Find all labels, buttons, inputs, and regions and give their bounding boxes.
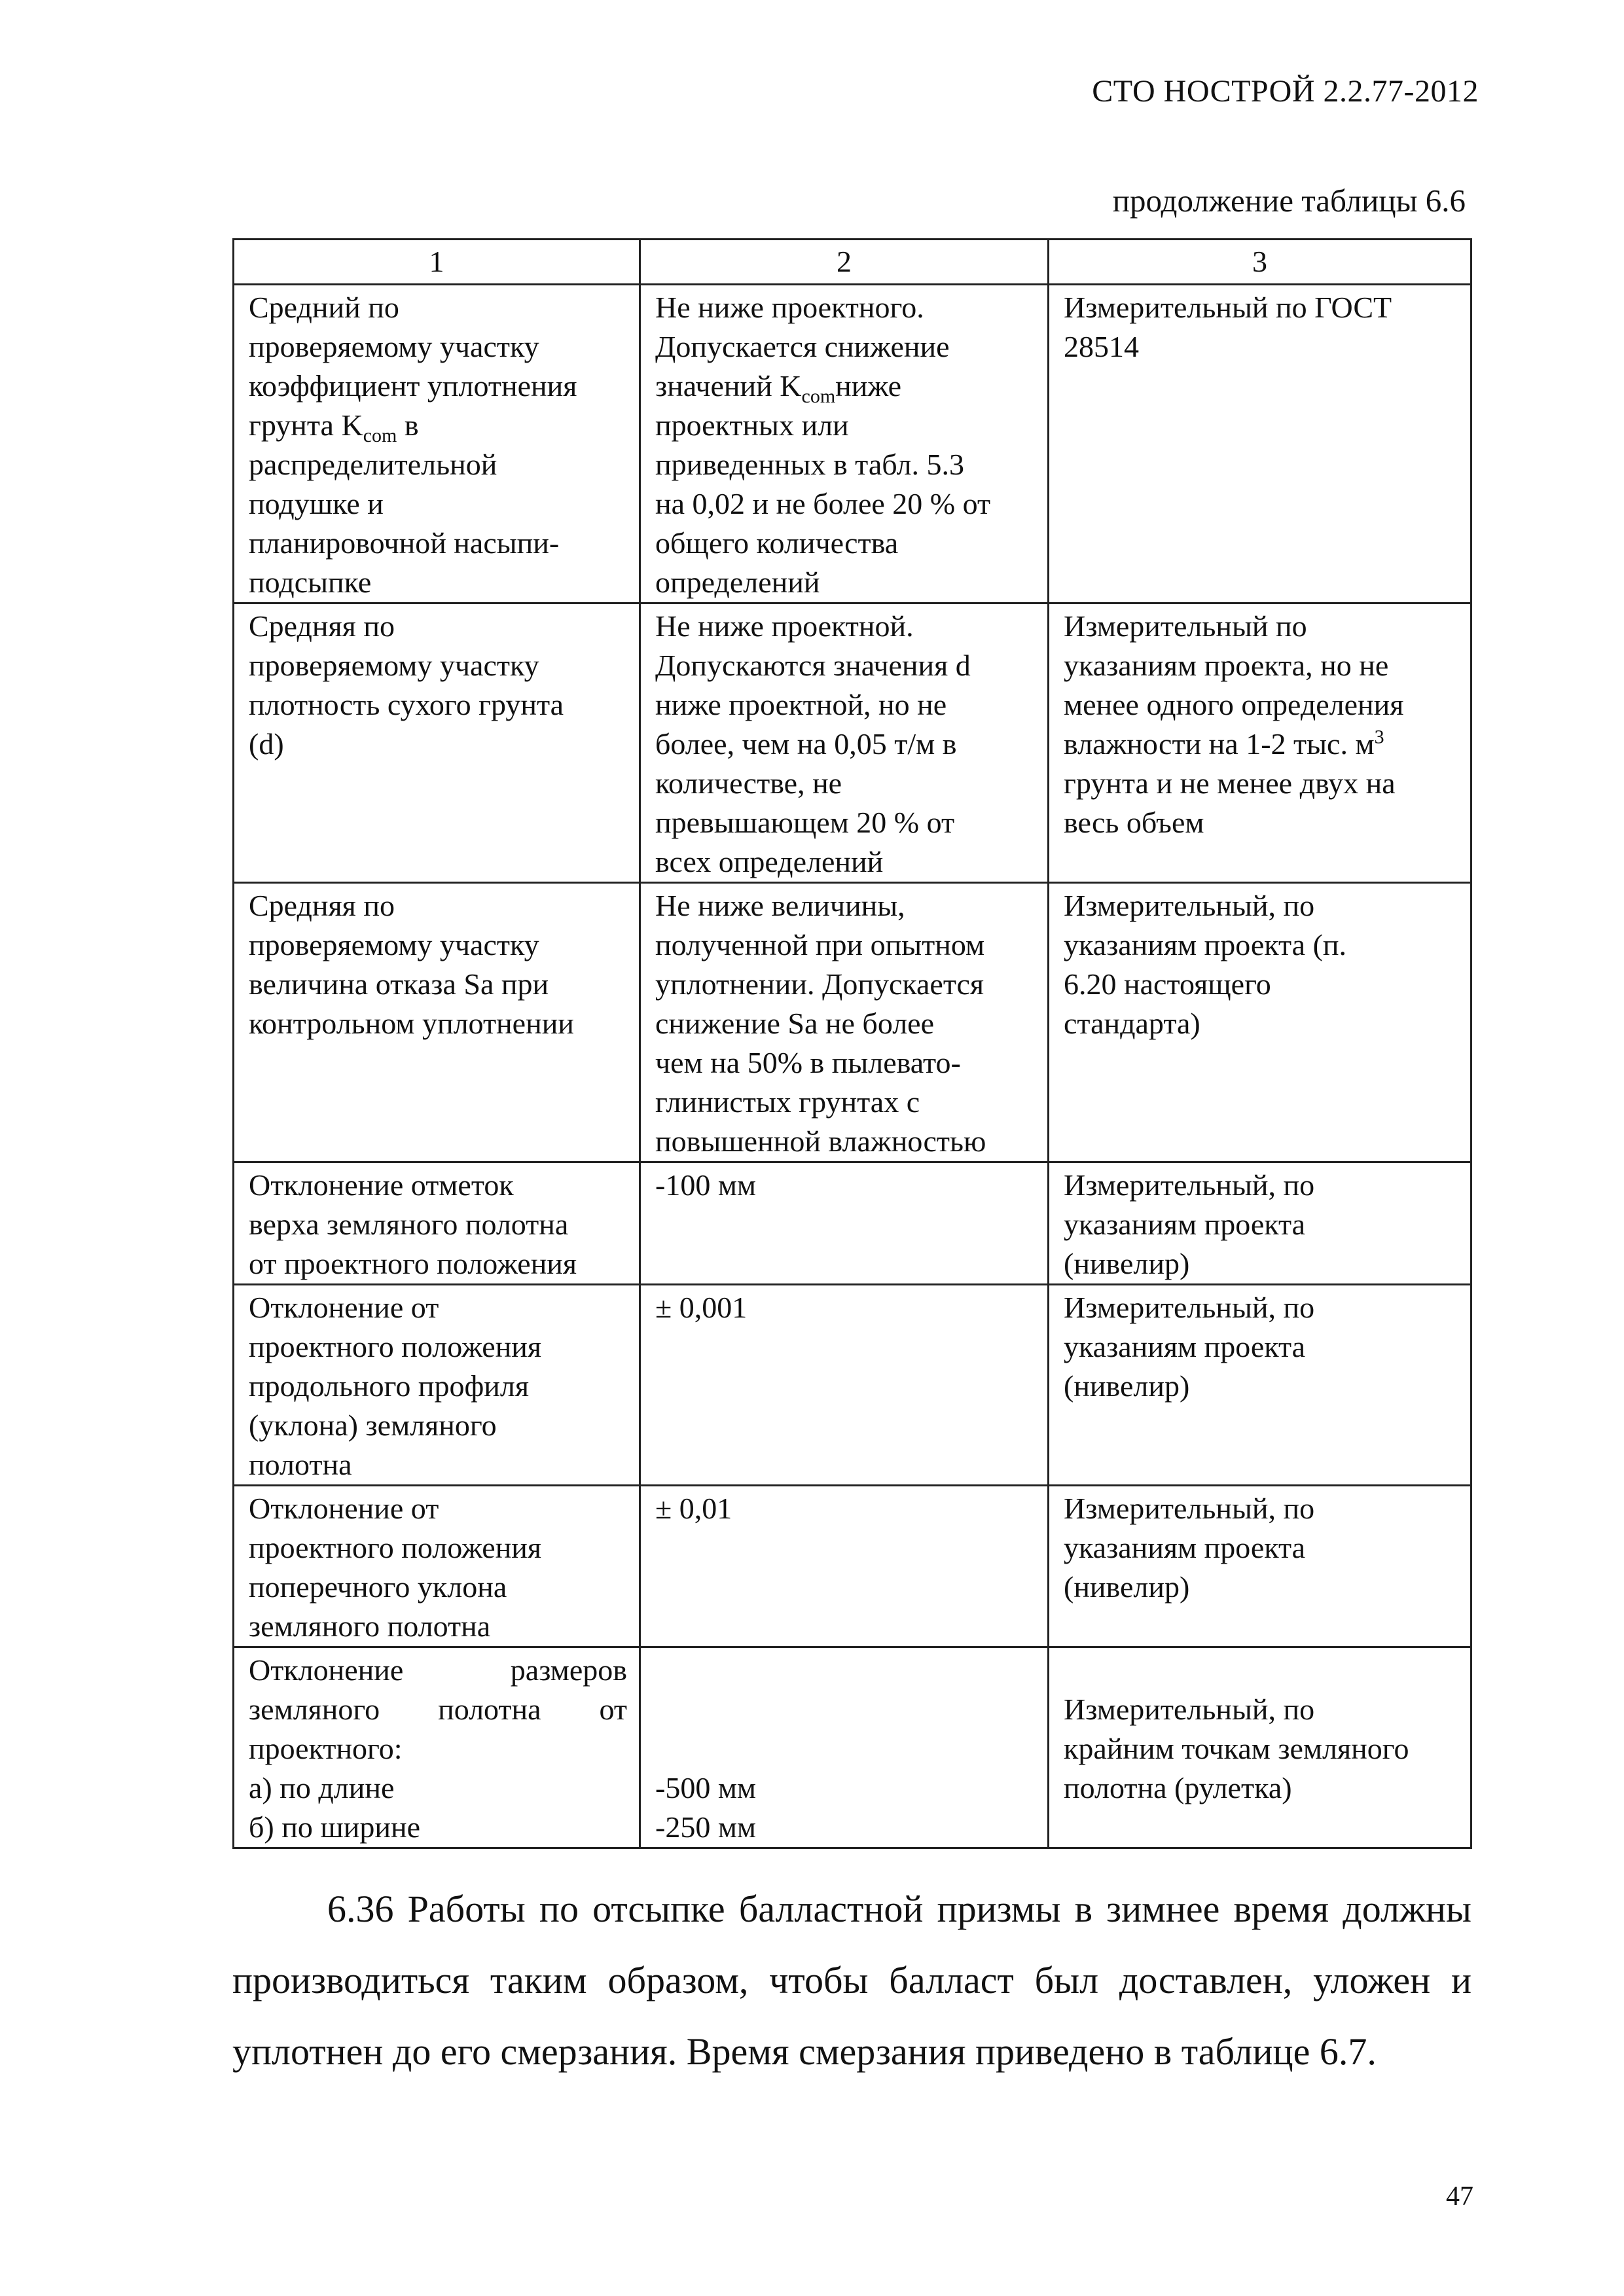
table-row	[234, 1647, 1471, 1848]
control-method-cell: Измерительный, по указаниям проекта (нивелир)	[1049, 1285, 1471, 1486]
table-row	[234, 1486, 1471, 1647]
column-number-2: 2	[640, 240, 1049, 285]
parameter-cell: Средняя по проверяемому участку величина отказа Sa при контрольном уплотнении	[234, 883, 640, 1162]
column-number-1: 1	[234, 240, 640, 285]
control-method-cell: Измерительный, по указаниям проекта (нивелир)	[1049, 1162, 1471, 1285]
requirement-cell: Не ниже проектной. Допускаются значения d ниже проектной, но не более, чем на 0,05 т/м в количестве, не превышающем 20 % от всех определений	[640, 603, 1049, 883]
requirements-table	[232, 238, 1472, 1849]
requirement-cell: ± 0,01	[640, 1486, 1049, 1647]
parameter-cell: Средний по проверяемому участку коэффициент уплотнения грунта $K_{com}$ в распределительной подушке и планировочной насыпи- подсыпке	[234, 285, 640, 603]
document-code: СТО НОСТРОЙ 2.2.77-2012	[1092, 74, 1479, 109]
page-number: 47	[1446, 2181, 1473, 2212]
table-row	[234, 883, 1471, 1162]
body-paragraph	[232, 1873, 1471, 2087]
table-row	[234, 1285, 1471, 1486]
paragraph-line: 6.36 Работы по отсыпке балластной призмы в зимнее время должны	[327, 1888, 1471, 1930]
column-number-row	[234, 240, 1471, 285]
parameter-cell: Отклонение отметок верха земляного полотна от проектного положения	[234, 1162, 640, 1285]
table-row	[234, 285, 1471, 603]
parameter-cell: Отклонение размеров земляного полотна от проектного: а) по длине б) по ширине	[234, 1647, 640, 1848]
paragraph-line: уплотнен до его смерзания. Время смерзания приведено в таблице 6.7.	[232, 2030, 1377, 2073]
paragraph-line: производиться таким образом, чтобы балласт был доставлен, уложен и	[232, 1959, 1471, 2001]
requirement-cell: -500 мм -250 мм	[640, 1647, 1049, 1848]
control-method-cell: Измерительный по ГОСТ 28514	[1049, 285, 1471, 603]
control-method-cell: Измерительный, по указаниям проекта (нивелир)	[1049, 1486, 1471, 1647]
table-caption: продолжение таблицы 6.6	[1112, 183, 1466, 219]
column-number-3: 3	[1049, 240, 1471, 285]
requirement-cell: Не ниже величины, полученной при опытном уплотнении. Допускается снижение Sa не более чем на 50% в пылевато- глинистых грунтах с повышенной влажностью	[640, 883, 1049, 1162]
table-row	[234, 603, 1471, 883]
parameter-cell: Отклонение от проектного положения продольного профиля (уклона) земляного полотна	[234, 1285, 640, 1486]
requirement-cell: Не ниже проектного. Допускается снижение значений $K_{com}ниже$ проектных или приведенных в табл. 5.3 на 0,02 и не более 20 % от общего количества определений	[640, 285, 1049, 603]
control-method-cell: Измерительный, по крайним точкам земляного полотна (рулетка)	[1049, 1647, 1471, 1848]
control-method-cell: Измерительный, по указаниям проекта (п. 6.20 настоящего стандарта)	[1049, 883, 1471, 1162]
parameter-cell: Средняя по проверяемому участку плотность сухого грунта (d)	[234, 603, 640, 883]
parameter-cell: Отклонение от проектного положения поперечного уклона земляного полотна	[234, 1486, 640, 1647]
requirement-cell: ± 0,001	[640, 1285, 1049, 1486]
table-row	[234, 1162, 1471, 1285]
control-method-cell: Измерительный по указаниям проекта, но не менее одного определения влажности на 1-2 тыс. $м^3$ грунта и не менее двух на весь объем	[1049, 603, 1471, 883]
requirement-cell: -100 мм	[640, 1162, 1049, 1285]
